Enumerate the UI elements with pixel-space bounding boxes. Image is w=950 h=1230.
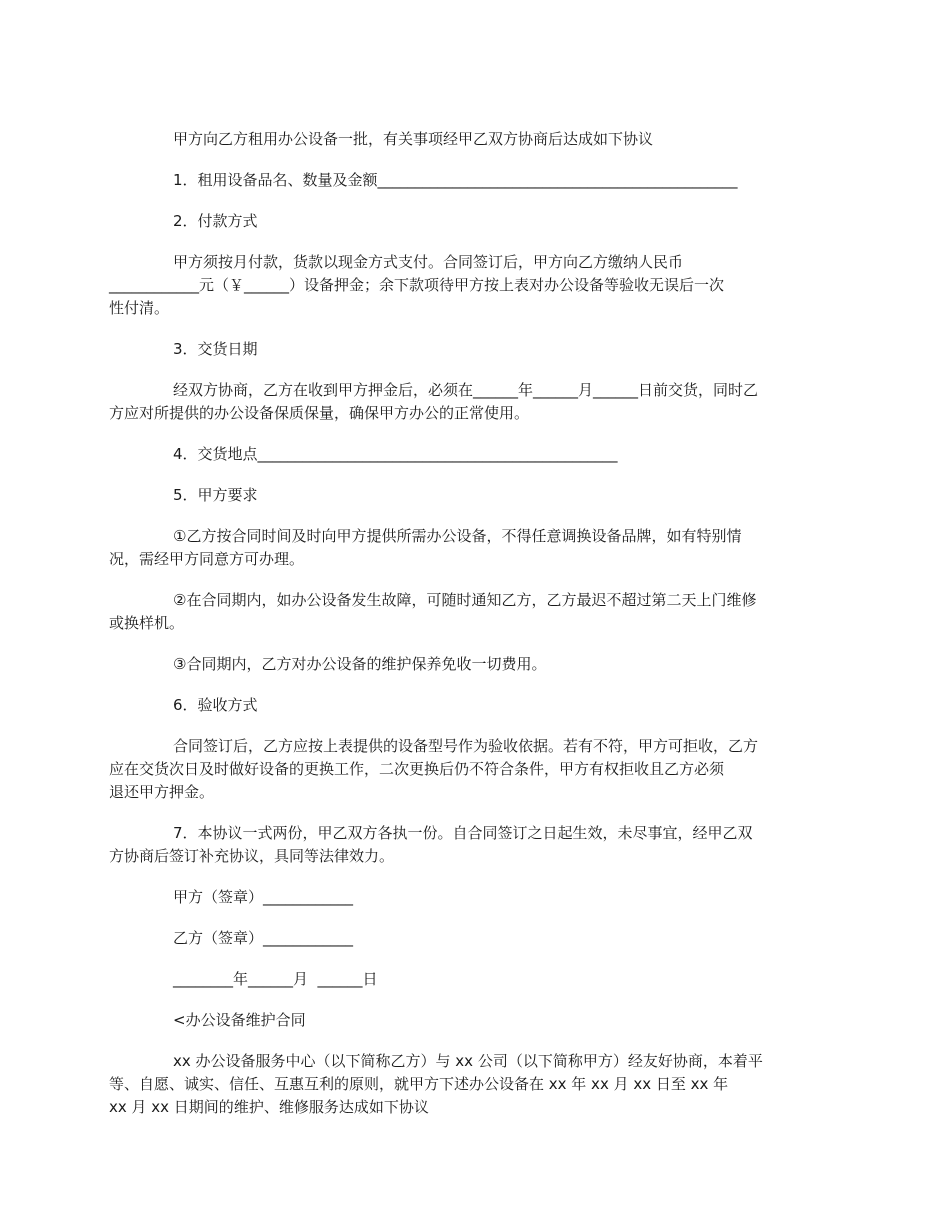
requirement-3: ③合同期内，乙方对办公设备的维护保养免收一切费用。 bbox=[173, 655, 547, 673]
requirement-1: ①乙方按合同时间及时向甲方提供所需办公设备，不得任意调换设备品牌，如有特别情 况，需经甲方同意方可办理。 bbox=[109, 527, 742, 568]
clause-6-heading: 6．验收方式 bbox=[173, 696, 258, 714]
clause-3-heading: 3．交货日期 bbox=[173, 340, 258, 358]
clause-4-delivery-location: 4．交货地点________________________________________________ bbox=[173, 445, 618, 463]
clause-2-heading: 2．付款方式 bbox=[173, 212, 258, 230]
requirement-2: ②在合同期内，如办公设备发生故障，可随时通知乙方，乙方最迟不超过第二天上门维修 或换样机。 bbox=[109, 591, 757, 632]
delivery-date-paragraph: 经双方协商，乙方在收到甲方押金后，必须在______年______月______日前交货，同时乙 方应对所提供的办公设备保质保量，确保甲方办公的正常使用。 bbox=[109, 381, 759, 422]
party-a-signature: 甲方（签章）____________ bbox=[173, 888, 354, 906]
clause-7-paragraph: 7．本协议一式两份，甲乙双方各执一份。自合同签订之日起生效，未尽事宜，经甲乙双 方协商后签订补充协议，具同等法律效力。 bbox=[109, 824, 753, 865]
clause-5-heading: 5．甲方要求 bbox=[173, 486, 258, 504]
maintenance-intro-paragraph: xx 办公设备服务中心（以下简称乙方）与 xx 公司（以下简称甲方）经友好协商，本着平 等、自愿、诚实、信任、互惠互利的原则，就甲方下述办公设备在 xx 年 xx 月 xx 日至 xx 年 xx 月 xx 日期间的维护、维修服务达成如下协议 bbox=[109, 1052, 763, 1116]
signature-date: ________年______月 ______日 bbox=[173, 970, 378, 988]
payment-paragraph: 甲方须按月付款，货款以现金方式支付。合同签订后，甲方向乙方缴纳人民币 ____________元（￥______）设备押金；余下款项待甲方按上表对办公设备等验收无误后一次 性付清。 bbox=[109, 253, 725, 317]
party-b-signature: 乙方（签章）____________ bbox=[173, 929, 354, 947]
maintenance-contract-title: <办公设备维护合同 bbox=[173, 1011, 306, 1029]
clause-1-equipment: 1．租用设备品名、数量及金额________________________________________________ bbox=[173, 171, 738, 189]
acceptance-paragraph: 合同签订后，乙方应按上表提供的设备型号作为验收依据。若有不符，甲方可拒收，乙方 应在交货次日及时做好设备的更换工作，二次更换后仍不符合条件，甲方有权拒收且乙方必须 退还甲方押金。 bbox=[109, 737, 759, 801]
contract-document bbox=[109, 128, 811, 1137]
paragraph-intro: 甲方向乙方租用办公设备一批，有关事项经甲乙双方协商后达成如下协议 bbox=[173, 130, 654, 148]
